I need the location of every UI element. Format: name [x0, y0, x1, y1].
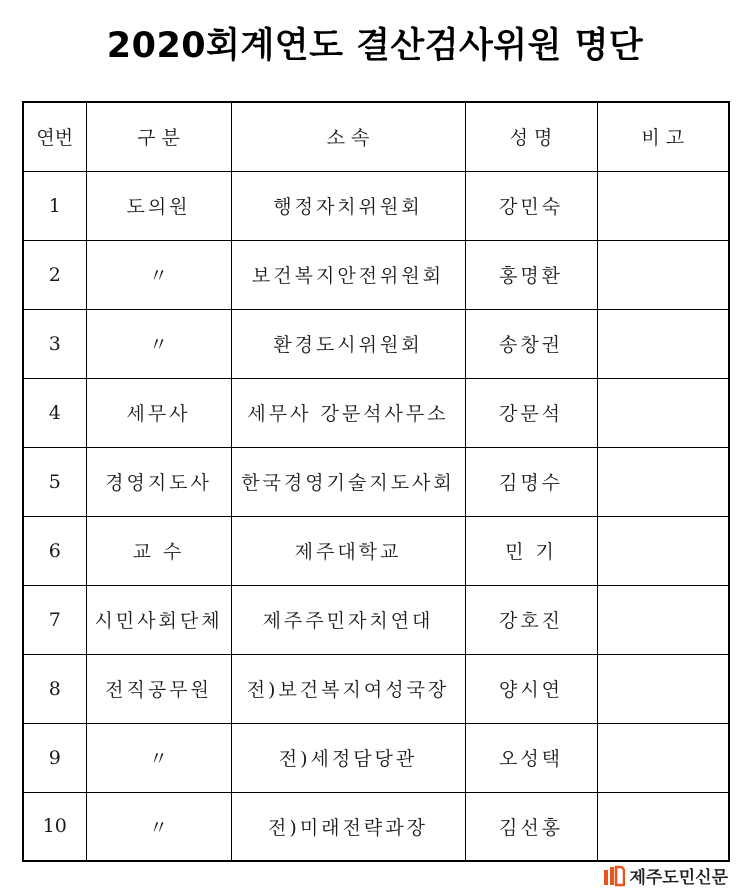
- row-note-cell: [597, 240, 729, 309]
- row-note-cell: [597, 792, 729, 861]
- row-number-cell: 7: [23, 585, 86, 654]
- row-number-cell: 8: [23, 654, 86, 723]
- row-number-cell: 9: [23, 723, 86, 792]
- row-affiliation-cell: 세무사 강문석사무소: [231, 378, 465, 447]
- table-header-row: [23, 102, 729, 171]
- row-affiliation-cell: 전)세정담당관: [231, 723, 465, 792]
- row-name-cell: 강호진: [465, 585, 597, 654]
- table-row: [23, 585, 729, 654]
- row-note-cell: [597, 654, 729, 723]
- table-row: [23, 447, 729, 516]
- row-affiliation-cell: 제주대학교: [231, 516, 465, 585]
- roster-table: [22, 101, 730, 862]
- row-note-cell: [597, 723, 729, 792]
- row-number-cell: 1: [23, 171, 86, 240]
- row-affiliation-cell: 전)미래전략과장: [231, 792, 465, 861]
- row-note-cell: [597, 516, 729, 585]
- row-name-cell: 강문석: [465, 378, 597, 447]
- row-number-cell: 10: [23, 792, 86, 861]
- table-row: [23, 309, 729, 378]
- row-note-cell: [597, 447, 729, 516]
- row-name-cell: 홍명환: [465, 240, 597, 309]
- row-note-cell: [597, 585, 729, 654]
- publisher-logo: [603, 863, 728, 888]
- header-name: 성 명: [465, 102, 597, 171]
- row-affiliation-cell: 환경도시위원회: [231, 309, 465, 378]
- table-row: [23, 516, 729, 585]
- row-number-cell: 5: [23, 447, 86, 516]
- row-category-cell: 〃: [86, 723, 231, 792]
- row-note-cell: [597, 171, 729, 240]
- header-category: 구 분: [86, 102, 231, 171]
- row-number-cell: 4: [23, 378, 86, 447]
- row-name-cell: 민 기: [465, 516, 597, 585]
- row-category-cell: 경영지도사: [86, 447, 231, 516]
- row-name-cell: 양시연: [465, 654, 597, 723]
- row-name-cell: 강민숙: [465, 171, 597, 240]
- table-row: [23, 171, 729, 240]
- header-affiliation: 소 속: [231, 102, 465, 171]
- row-affiliation-cell: 한국경영기술지도사회: [231, 447, 465, 516]
- table-row: [23, 378, 729, 447]
- header-number: 연번: [23, 102, 86, 171]
- header-note: 비 고: [597, 102, 729, 171]
- table-row: [23, 654, 729, 723]
- table-row: [23, 792, 729, 861]
- roster-body: [23, 171, 729, 861]
- row-category-cell: 〃: [86, 240, 231, 309]
- table-row: [23, 240, 729, 309]
- row-affiliation-cell: 행정자치위원회: [231, 171, 465, 240]
- row-number-cell: 2: [23, 240, 86, 309]
- row-affiliation-cell: 제주주민자치연대: [231, 585, 465, 654]
- table-row: [23, 723, 729, 792]
- row-name-cell: 김명수: [465, 447, 597, 516]
- row-category-cell: 〃: [86, 792, 231, 861]
- row-category-cell: 〃: [86, 309, 231, 378]
- row-category-cell: 도의원: [86, 171, 231, 240]
- row-number-cell: 6: [23, 516, 86, 585]
- newspaper-logo-icon: [603, 865, 625, 887]
- row-name-cell: 김선홍: [465, 792, 597, 861]
- row-name-cell: 송창권: [465, 309, 597, 378]
- row-name-cell: 오성택: [465, 723, 597, 792]
- page-title: 2020회계연도 결산검사위원 명단: [106, 26, 644, 66]
- row-category-cell: 전직공무원: [86, 654, 231, 723]
- publisher-name: 제주도민신문: [629, 868, 728, 888]
- row-note-cell: [597, 309, 729, 378]
- row-affiliation-cell: 전)보건복지여성국장: [231, 654, 465, 723]
- row-note-cell: [597, 378, 729, 447]
- row-number-cell: 3: [23, 309, 86, 378]
- row-affiliation-cell: 보건복지안전위원회: [231, 240, 465, 309]
- row-category-cell: 교 수: [86, 516, 231, 585]
- row-category-cell: 세무사: [86, 378, 231, 447]
- row-category-cell: 시민사회단체: [86, 585, 231, 654]
